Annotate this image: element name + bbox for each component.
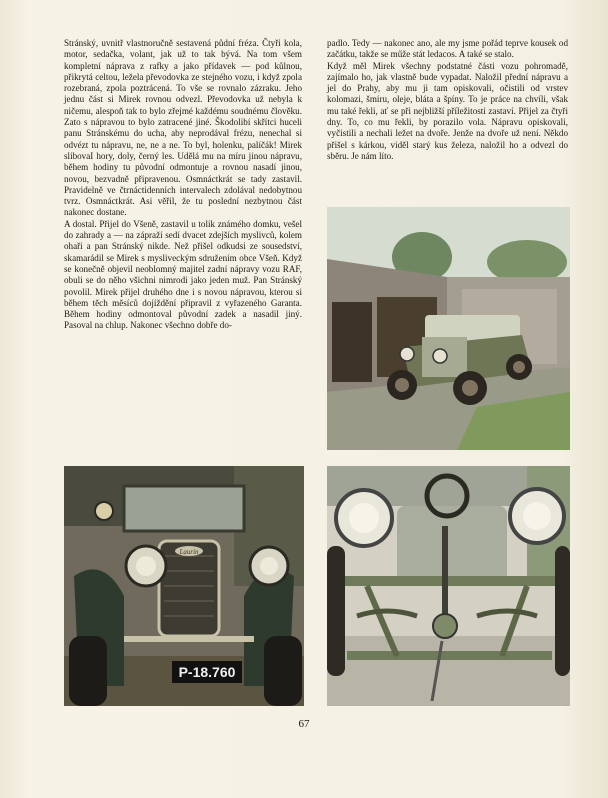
paragraph: padlo. Tedy — nakonec ano, ale my jsme pořád teprve kousek od začátku, takže se műže stát ledacos. A také se stalo. — [327, 38, 568, 60]
photo-chassis-front-axle — [327, 466, 570, 706]
photo-vintage-car-front — [64, 466, 304, 706]
paragraph: Stránský, uvnitř vlastnoručně sestavená půdní fréza. Čtyři kola, motor, sedačka, volant, jak už to tak bývá. Na tom všem kompletní náprava z rafky a jako přídavek — pod kůlnou, přikrytá celtou, ležela převodovka ze stejného vozu, i když zpola rozebraná, zpola poztrácená. To vše se rovnalo zázraku. Jeho jednu část si Mirek rovnou odvezl. Převodovka už nebyla k ničemu, alespoň tak to bylo zřejmé každému soudnému člověku. Zato s nápravou to bylo zatracené jiné. Škodolibí skřítci huceli panu Stránskému do ucha, aby neprodával frézu, nenechal si odvézt tu nápravu, ne, ne a ne. To byl, holenku, palíčák! Mirek slibovaI hory, doly, černý les. Udělá mu na míru jinou nápravu, během hodiny tu původní odmontuje a rovnou nasadí jinou, novou, bezvadně připravenou. Osmnáctkrát se tady zastavil. Pravidelně ve čtrnáctidenních intervalech zdolával nedobytnou tvrz. Osmnáctkrát. Asi věřil, že tu poslední nezbytnou část nakonec dostane. — [64, 38, 302, 218]
photo-vintage-car-side — [327, 207, 570, 450]
paragraph: Když měl Mirek všechny podstatné části vozu pohromadě, zajímalo ho, jak vlastně bude vypadat. Naložil přední nápravu a jel do Prahy, aby mu ji tam opiskovali, očistili od vrstev kolomazi, šmíru, oleje, bláta a špíny. To je práce na chvíli, však mu také řekli, ať se při nejbližší příležitosti zastaví. Přijel za čtyři dny. To, co mu řekli, by porazilo vola. Nápravu opiskovali, vyčistili a nechali ležet na dvoře. Jenže na dvoře už není. Někdo přišel s kárkou, viděl starý kus železa, naložil ho a odvezl do sběru. Je nám líto. — [327, 60, 568, 161]
license-plate: P-18.760 — [178, 664, 236, 680]
paragraph: A dostal. Přijel do Všeně, zastavil u tolik známého domku, vešel do zahrady a — na zápraží sedí dvacet zdejších myslivců, kolem ohaři a pan Stránský nikde. Než přišel odkudsi ze sousedství, skamarádil se Mirek s mysliveckým sdružením obce Všeň. Když se konečně objevil neoblomný majitel zadní nápravy vozu RAF, obuli se do něho všichni nimrodi jako jeden muž. Pan Stránský povolil. Mirek přijel druhého dne i s novou nápravou, kterou si během těch měsíců dojíždění připravil z vyřazeného Garanta. Během hodiny odmontoval původní zadek a nasadil jiný. Pasoval na chlup. Nakonec všechno dobře do- — [64, 218, 302, 331]
text-column-right — [327, 38, 568, 162]
page-number: 67 — [298, 718, 310, 730]
text-column-left — [64, 38, 302, 332]
radiator-badge: Laurin — [179, 548, 199, 556]
